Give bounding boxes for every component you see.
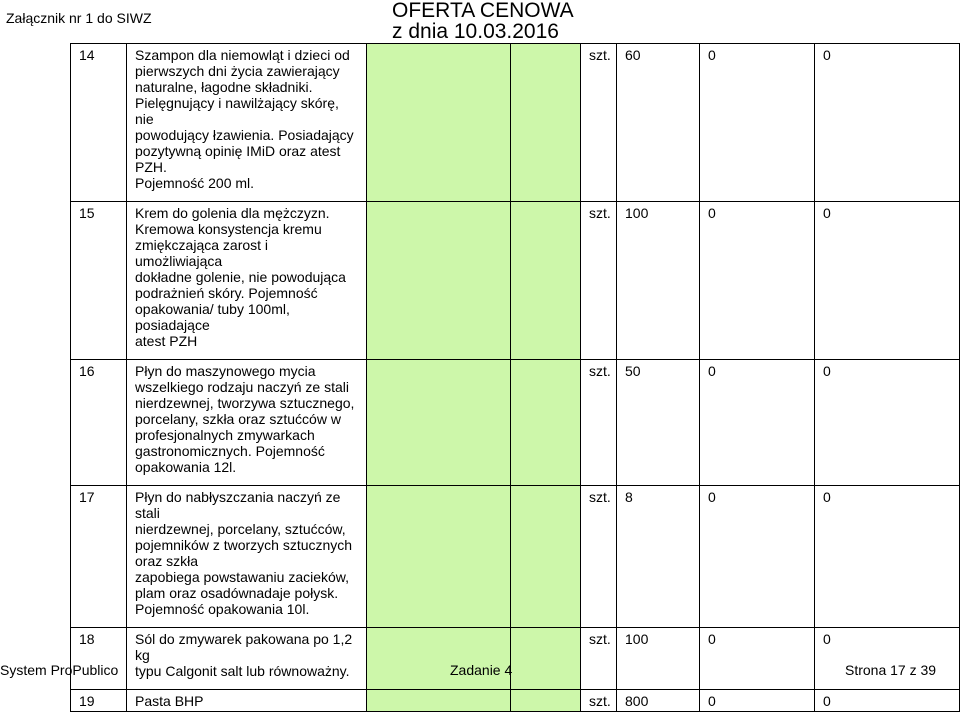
table-row — [71, 486, 960, 628]
unit-cell: szt. — [581, 690, 617, 712]
value-cell: 0 — [815, 44, 960, 202]
document-title: OFERTA CENOWA — [392, 0, 574, 22]
item-description: Płyn do maszynowego mycia wszelkiego rodzaju naczyń ze stali nierdzewnej, tworzywa sztucznego, porcelany, szkła oraz sztućców w profesjonalnych zmywarkach gastronomicznych. Pojemność opakowania 12l. — [127, 360, 367, 486]
unit-cell: szt. — [581, 360, 617, 486]
quantity-cell: 60 — [617, 44, 700, 202]
table-row — [71, 44, 960, 202]
unit-cell: szt. — [581, 486, 617, 628]
row-number: 14 — [71, 44, 127, 202]
blank-cell — [367, 44, 511, 202]
blank-cell — [511, 690, 581, 712]
quantity-cell: 50 — [617, 360, 700, 486]
blank-cell — [367, 202, 511, 360]
footer-page-number: Strona 17 z 39 — [845, 662, 937, 678]
table-row — [71, 690, 960, 712]
value-cell: 0 — [700, 486, 815, 628]
blank-cell — [367, 360, 511, 486]
unit-cell: szt. — [581, 628, 617, 690]
footer-system: System ProPublico — [0, 662, 119, 678]
blank-cell — [367, 486, 511, 628]
item-description: Płyn do nabłyszczania naczyń ze stali nierdzewnej, porcelany, sztućców, pojemników z tworzych sztucznych oraz szkła zapobiega powstawaniu zacieków, plam oraz osadównadaje połysk. Pojemność opakowania 10l. — [127, 486, 367, 628]
row-number: 17 — [71, 486, 127, 628]
item-description: Pasta BHP — [127, 690, 367, 712]
quantity-cell: 100 — [617, 628, 700, 690]
offer-table — [70, 43, 960, 712]
row-number: 18 — [71, 628, 127, 690]
value-cell: 0 — [700, 360, 815, 486]
blank-cell — [367, 690, 511, 712]
blank-cell — [511, 44, 581, 202]
attachment-label: Załącznik nr 1 do SIWZ — [6, 10, 152, 26]
row-number: 16 — [71, 360, 127, 486]
value-cell: 0 — [815, 486, 960, 628]
unit-cell: szt. — [581, 202, 617, 360]
row-number: 15 — [71, 202, 127, 360]
blank-cell — [511, 486, 581, 628]
unit-cell: szt. — [581, 44, 617, 202]
item-description: Krem do golenia dla mężczyzn. Kremowa konsystencja kremu zmiękczająca zarost i umożliwiająca dokładne golenie, nie powodująca podrażnień skóry. Pojemność opakowania/ tuby 100ml, posiadające atest PZH — [127, 202, 367, 360]
value-cell: 0 — [815, 628, 960, 690]
quantity-cell: 800 — [617, 690, 700, 712]
footer-task: Zadanie 4 — [450, 662, 513, 678]
value-cell: 0 — [700, 690, 815, 712]
blank-cell — [511, 202, 581, 360]
blank-cell — [511, 360, 581, 486]
table-row — [71, 628, 960, 690]
blank-cell — [511, 628, 581, 690]
item-description: Szampon dla niemowląt i dzieci od pierwszych dni życia zawierający naturalne, łagodne składniki. Pielęgnujący i nawilżający skórę, nie powodujący łzawienia. Posiadający pozytywną opinię IMiD oraz atest PZH. Pojemność 200 ml. — [127, 44, 367, 202]
quantity-cell: 100 — [617, 202, 700, 360]
value-cell: 0 — [815, 202, 960, 360]
item-description: Sól do zmywarek pakowana po 1,2 kg typu Calgonit salt lub równoważny. — [127, 628, 367, 690]
row-number: 19 — [71, 690, 127, 712]
quantity-cell: 8 — [617, 486, 700, 628]
document-date: z dnia 10.03.2016 — [392, 20, 559, 43]
table-row — [71, 202, 960, 360]
blank-cell — [367, 628, 511, 690]
value-cell: 0 — [700, 628, 815, 690]
value-cell: 0 — [815, 360, 960, 486]
value-cell: 0 — [815, 690, 960, 712]
table-row — [71, 360, 960, 486]
value-cell: 0 — [700, 44, 815, 202]
value-cell: 0 — [700, 202, 815, 360]
